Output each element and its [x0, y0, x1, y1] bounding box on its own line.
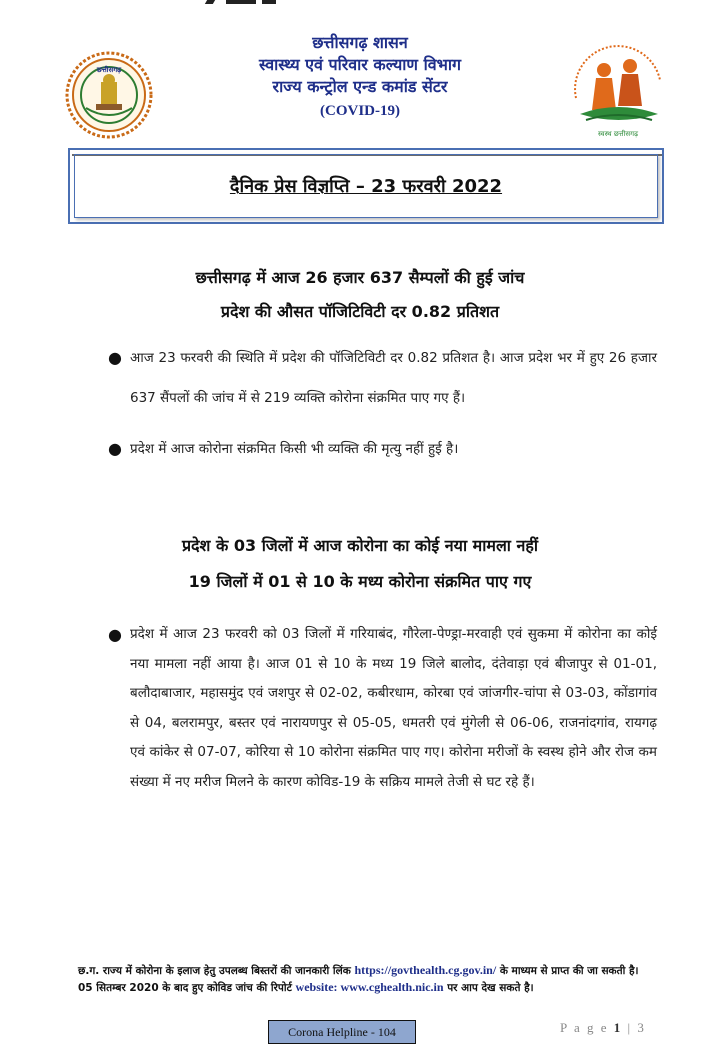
letterhead: [0, 28, 720, 138]
control-centre-name: राज्य कन्ट्रोल एन्ड कमांड सेंटर: [272, 77, 448, 96]
section2-heading-1: प्रदेश के 03 जिलों में आज कोरोना का कोई नया मामला नहीं: [181, 536, 539, 555]
bullet-icon: ●: [108, 439, 122, 458]
bullet-text: प्रदेश में आज 23 फरवरी को 03 जिलों में गरियाबंद, गौरेला-पेण्ड्रा-मरवाही एवं सुकमा में कोरोना का कोई नया मामला नहीं आया है। आज 01 से 10 के मध्य 19 जिले बालोद, दंतेवाड़ा एवं बीजापुर से 01-01, बलौदाबाजार, महासमुंद एवं जशपुर से 02-02, कबीरधाम, कोरबा एवं जांजगीर-चांपा से 03-03, कोंडागांव से 04, बलरामपुर, बस्तर एवं नारायणपुर से 05-05, धमतरी एवं मुंगेली से 06-06, राजनांदगांव, रायगढ़ एवं कांकेर से 07-07, कोरिया से 10 कोरोना संक्रमित पाए गए। कोरोना मरीजों के स्वस्थ होने और रोज कम संख्या में नए मरीज मिलने के कारण कोविड-19 के सक्रिय मामले तेजी से घट रहे हैं।: [130, 626, 657, 790]
section1-heading-1: छत्तीसगढ़ में आज 26 हजार 637 सैम्पलों की हुई जांच: [195, 268, 525, 287]
state-emblem-icon: [64, 50, 154, 140]
covid-tag: (COVID-19): [320, 103, 400, 119]
footer-notes: [78, 962, 668, 996]
bullet-icon: ●: [108, 348, 122, 367]
list-item: [102, 620, 657, 797]
press-release-title: दैनिक प्रेस विज्ञप्ति – 23 फरवरी 2022: [229, 176, 503, 197]
report-website-link[interactable]: website: www.cghealth.nic.in: [295, 980, 444, 994]
emblem-text: छत्तीसगढ़: [96, 66, 122, 74]
list-item: [102, 338, 657, 418]
bullet-icon: ●: [108, 625, 122, 644]
department-name: स्वास्थ्य एवं परिवार कल्याण विभाग: [258, 55, 462, 74]
list-item: [102, 436, 657, 462]
helpline-box: Corona Helpline - 104: [268, 1020, 416, 1044]
section1-bullets: [102, 338, 657, 462]
bullet-text: प्रदेश में आज कोरोना संक्रमित किसी भी व्यक्ति की मृत्यु नहीं हुई है।: [130, 441, 459, 457]
footer-line-2: 05 सितम्बर 2020 के बाद हुए कोविड जांच की रिपोर्ट website: www.cghealth.nic.in पर आप देख सकते है।: [78, 980, 534, 994]
govt-name: छत्तीसगढ़ शासन: [312, 33, 408, 52]
title-box: [68, 148, 664, 224]
logo-caption: स्वस्थ छत्तीसगढ़: [597, 130, 639, 138]
beds-info-link[interactable]: https://govthealth.cg.gov.in/: [354, 963, 497, 977]
section2-bullets: [102, 620, 657, 797]
page-number: P a g e 1 | 3: [560, 1020, 646, 1035]
footer-line-1: छ.ग. राज्य में कोरोना के इलाज हेतु उपलब्ध बिस्तरों की जानकारी लिंक https://govthealth.cg.gov.in/ के माध्यम से प्राप्त की जा सकती है।: [78, 963, 639, 977]
scanned-edge-artifact: [200, 0, 280, 6]
section2-heading-2: 19 जिलों में 01 से 10 के मध्य कोरोना संक्रमित पाए गए: [188, 572, 532, 591]
bullet-text: आज 23 फरवरी की स्थिति में प्रदेश की पॉजिटिविटी दर 0.82 प्रतिशत है। आज प्रदेश भर में हुए 26 हजार 637 सैंपलों की जांच में से 219 व्यक्ति कोरोना संक्रमित पाए गए हैं।: [130, 350, 657, 406]
swasth-chhattisgarh-logo-icon: [566, 40, 670, 140]
section1-heading-2: प्रदेश की औसत पॉजिटिविटी दर 0.82 प्रतिशत: [220, 302, 500, 321]
